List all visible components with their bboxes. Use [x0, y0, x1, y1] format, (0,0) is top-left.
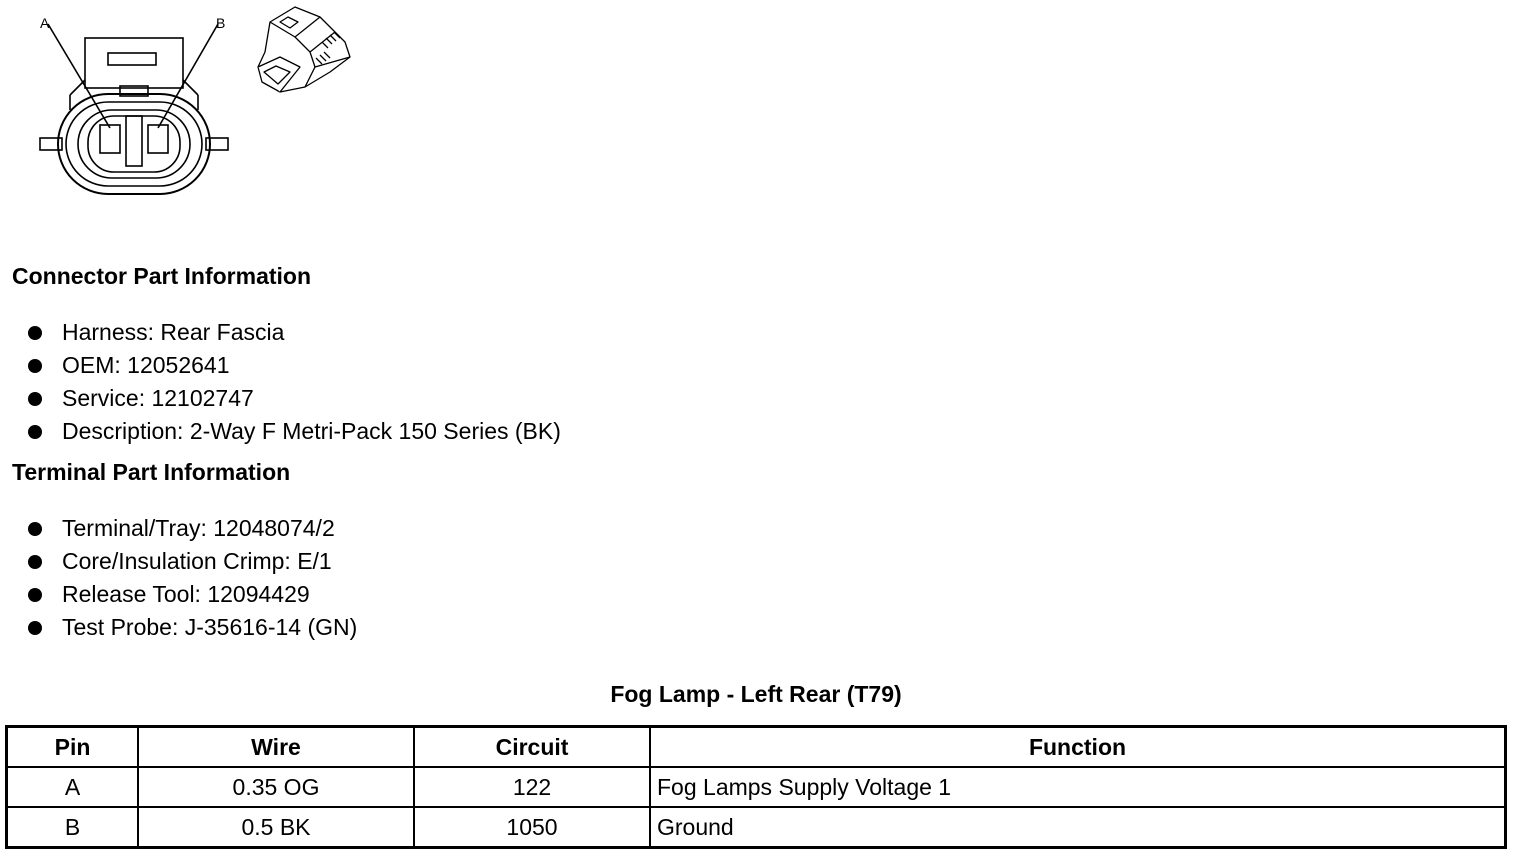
- table-row: [7, 767, 1506, 807]
- list-item: [28, 545, 357, 578]
- list-item: [28, 512, 357, 545]
- bullet-icon: [28, 588, 42, 602]
- list-item: [28, 382, 561, 415]
- header-wire: Wire: [138, 727, 414, 768]
- bullet-icon: [28, 425, 42, 439]
- list-item-text: Service: 12102747: [62, 385, 254, 411]
- table-header-row: [7, 727, 1506, 768]
- header-pin: Pin: [7, 727, 139, 768]
- cell-circuit: 1050: [414, 807, 650, 848]
- list-item: [28, 349, 561, 382]
- connector-face-diagram: [30, 10, 250, 200]
- list-item: [28, 316, 561, 349]
- terminal-part-info-list: [28, 512, 357, 644]
- list-item: [28, 578, 357, 611]
- list-item-text: Core/Insulation Crimp: E/1: [62, 548, 332, 574]
- list-item-text: OEM: 12052641: [62, 352, 230, 378]
- connector-part-info-list: [28, 316, 561, 448]
- cell-circuit: 122: [414, 767, 650, 807]
- table-row: [7, 807, 1506, 848]
- list-item-text: Release Tool: 12094429: [62, 581, 310, 607]
- bullet-icon: [28, 621, 42, 635]
- pin-label-b: B: [216, 15, 226, 31]
- pin-table-title: Fog Lamp - Left Rear (T79): [610, 681, 902, 707]
- cell-pin: A: [7, 767, 139, 807]
- bullet-icon: [28, 392, 42, 406]
- bullet-icon: [28, 522, 42, 536]
- bullet-icon: [28, 555, 42, 569]
- list-item-text: Test Probe: J-35616-14 (GN): [62, 614, 358, 640]
- connector-illustration: [250, 2, 360, 97]
- bullet-icon: [28, 326, 42, 340]
- cell-function: Fog Lamps Supply Voltage 1: [650, 767, 1506, 807]
- list-item-text: Harness: Rear Fascia: [62, 319, 285, 345]
- connector-part-info-heading: Connector Part Information: [12, 263, 312, 289]
- header-circuit: Circuit: [414, 727, 650, 768]
- terminal-part-info-heading: Terminal Part Information: [12, 459, 291, 485]
- cell-pin: B: [7, 807, 139, 848]
- bullet-icon: [28, 359, 42, 373]
- list-item-text: Description: 2-Way F Metri-Pack 150 Series (BK): [62, 418, 561, 444]
- cell-wire: 0.5 BK: [138, 807, 414, 848]
- cell-function: Ground: [650, 807, 1506, 848]
- list-item: [28, 415, 561, 448]
- list-item-text: Terminal/Tray: 12048074/2: [62, 515, 335, 541]
- pin-table: [5, 725, 1507, 849]
- list-item: [28, 611, 357, 644]
- pin-label-a: A: [40, 15, 50, 31]
- cell-wire: 0.35 OG: [138, 767, 414, 807]
- header-function: Function: [650, 727, 1506, 768]
